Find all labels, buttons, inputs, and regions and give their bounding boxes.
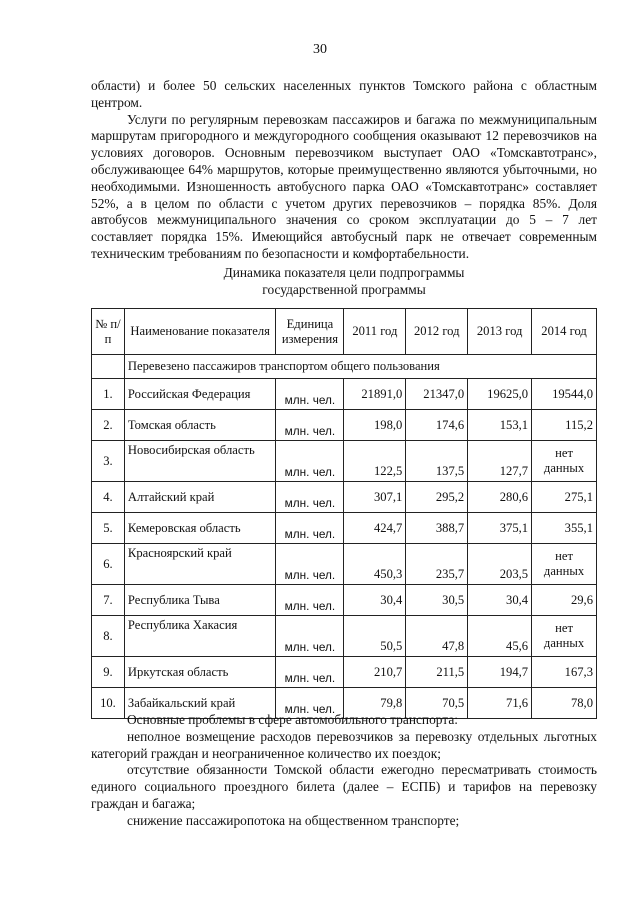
- row-value-2013: 45,6: [468, 616, 532, 657]
- header-unit: Единица измерения: [276, 309, 344, 355]
- row-unit: млн. чел.: [276, 616, 344, 657]
- row-name: Забайкальский край: [124, 688, 276, 719]
- row-unit: млн. чел.: [276, 585, 344, 616]
- header-2011: 2011 год: [344, 309, 406, 355]
- problems-intro: Основные проблемы в сфере автомобильного транспорта:: [127, 712, 458, 727]
- row-name: Иркутская область: [124, 657, 276, 688]
- row-value-2012: 174,6: [406, 410, 468, 441]
- row-value-2013: 375,1: [468, 513, 532, 544]
- row-unit: млн. чел.: [276, 688, 344, 719]
- row-unit: млн. чел.: [276, 513, 344, 544]
- table-header-row: [92, 309, 597, 355]
- row-value-2012: 235,7: [406, 544, 468, 585]
- row-value-2012: 70,5: [406, 688, 468, 719]
- table-row: [92, 379, 597, 410]
- header-2012: 2012 год: [406, 309, 468, 355]
- row-num: 5.: [92, 513, 125, 544]
- row-value-2012: 137,5: [406, 441, 468, 482]
- row-value-2014: 355,1: [532, 513, 597, 544]
- row-unit: млн. чел.: [276, 410, 344, 441]
- table-row: [92, 616, 597, 657]
- row-name: Красноярский край: [124, 544, 276, 585]
- row-num: 9.: [92, 657, 125, 688]
- page-number: 30: [313, 42, 327, 57]
- table-row: [92, 657, 597, 688]
- row-num: 8.: [92, 616, 125, 657]
- table-row: [92, 441, 597, 482]
- row-value-2011: 122,5: [344, 441, 406, 482]
- table-caption-line-1: Динамика показателя цели подпрограммы: [223, 265, 465, 280]
- row-num: 1.: [92, 379, 125, 410]
- row-value-2014: нет данных: [532, 544, 597, 585]
- row-value-2012: 295,2: [406, 482, 468, 513]
- row-name: Томская область: [124, 410, 276, 441]
- row-unit: млн. чел.: [276, 657, 344, 688]
- row-unit: млн. чел.: [276, 379, 344, 410]
- section-title: Перевезено пассажиров транспортом общего пользования: [124, 355, 596, 379]
- row-value-2014: 167,3: [532, 657, 597, 688]
- row-value-2011: 30,4: [344, 585, 406, 616]
- row-value-2011: 424,7: [344, 513, 406, 544]
- row-value-2011: 79,8: [344, 688, 406, 719]
- row-name: Новосибирская область: [124, 441, 276, 482]
- row-value-2013: 280,6: [468, 482, 532, 513]
- problem-item-2: отсутствие обязанности Томской области ежегодно пересматривать стоимость единого социального проездного билета (далее – ЕСПБ) и тарифов на перевозку граждан и багажа;: [91, 762, 597, 811]
- table-caption-line-2: государственной программы: [262, 282, 426, 297]
- intro-paragraph-2: Услуги по регулярным перевозкам пассажиров и багажа по межмуниципальным маршрутам пригородного и междугородного сообщения оказывают 12 перевозчиков на условиях договоров. Основным перевозчиком выступает ОАО «Томскавтотранс», обслуживающее 64% маршрутов, которые преимущественно являются убыточными, но необходимыми. Изношенность автобусного парка ОАО «Томскавтотранс» составляет 52%, а в целом по области с учетом других перевозчиков – порядка 85%. Доля автобусов межмуниципального значения со сроком эксплуатации до 5 – 7 лет составляет порядка 15%. Имеющийся автобусный парк не отвечает современным техническим требованиям по безопасности и комфортабельности.: [91, 111, 597, 261]
- row-num: 7.: [92, 585, 125, 616]
- row-num: 4.: [92, 482, 125, 513]
- intro-text: [91, 78, 597, 263]
- row-num: 6.: [92, 544, 125, 585]
- row-name: Республика Хакасия: [124, 616, 276, 657]
- row-value-2013: 30,4: [468, 585, 532, 616]
- row-value-2013: 19625,0: [468, 379, 532, 410]
- row-value-2011: 21891,0: [344, 379, 406, 410]
- row-value-2012: 47,8: [406, 616, 468, 657]
- table-row: [92, 482, 597, 513]
- table-row: [92, 544, 597, 585]
- row-name: Республика Тыва: [124, 585, 276, 616]
- row-value-2014: нет данных: [532, 441, 597, 482]
- row-value-2013: 71,6: [468, 688, 532, 719]
- row-value-2011: 450,3: [344, 544, 406, 585]
- intro-paragraph-1: области) и более 50 сельских населенных пунктов Томского района с областным центром.: [91, 78, 597, 110]
- header-num: № п/п: [92, 309, 125, 355]
- table-caption: [91, 264, 597, 298]
- row-value-2012: 30,5: [406, 585, 468, 616]
- row-value-2011: 198,0: [344, 410, 406, 441]
- row-value-2012: 21347,0: [406, 379, 468, 410]
- table-row: [92, 513, 597, 544]
- row-value-2013: 194,7: [468, 657, 532, 688]
- row-value-2014: 78,0: [532, 688, 597, 719]
- row-unit: млн. чел.: [276, 482, 344, 513]
- row-value-2014: 275,1: [532, 482, 597, 513]
- row-num: 2.: [92, 410, 125, 441]
- row-value-2012: 211,5: [406, 657, 468, 688]
- row-num: 3.: [92, 441, 125, 482]
- row-num: 10.: [92, 688, 125, 719]
- passenger-dynamics-table: [91, 308, 597, 719]
- row-value-2011: 210,7: [344, 657, 406, 688]
- row-value-2014: нет данных: [532, 616, 597, 657]
- row-value-2014: 115,2: [532, 410, 597, 441]
- table-section-row: [92, 355, 597, 379]
- row-value-2013: 127,7: [468, 441, 532, 482]
- row-unit: млн. чел.: [276, 544, 344, 585]
- header-2013: 2013 год: [468, 309, 532, 355]
- row-unit: млн. чел.: [276, 441, 344, 482]
- row-value-2011: 50,5: [344, 616, 406, 657]
- row-name: Российская Федерация: [124, 379, 276, 410]
- row-value-2013: 203,5: [468, 544, 532, 585]
- problems-text: [91, 712, 597, 830]
- row-name: Кемеровская область: [124, 513, 276, 544]
- header-2014: 2014 год: [532, 309, 597, 355]
- row-value-2011: 307,1: [344, 482, 406, 513]
- section-empty-cell: [92, 355, 125, 379]
- row-value-2013: 153,1: [468, 410, 532, 441]
- header-name: Наименование показателя: [124, 309, 276, 355]
- table-row: [92, 585, 597, 616]
- row-name: Алтайский край: [124, 482, 276, 513]
- problem-item-1: неполное возмещение расходов перевозчиков за перевозку отдельных льготных категорий граждан и неограниченное количество их поездок;: [91, 728, 597, 761]
- row-value-2014: 29,6: [532, 585, 597, 616]
- table-row: [92, 410, 597, 441]
- row-value-2014: 19544,0: [532, 379, 597, 410]
- problem-item-3: снижение пассажиропотока на общественном транспорте;: [127, 812, 460, 828]
- row-value-2012: 388,7: [406, 513, 468, 544]
